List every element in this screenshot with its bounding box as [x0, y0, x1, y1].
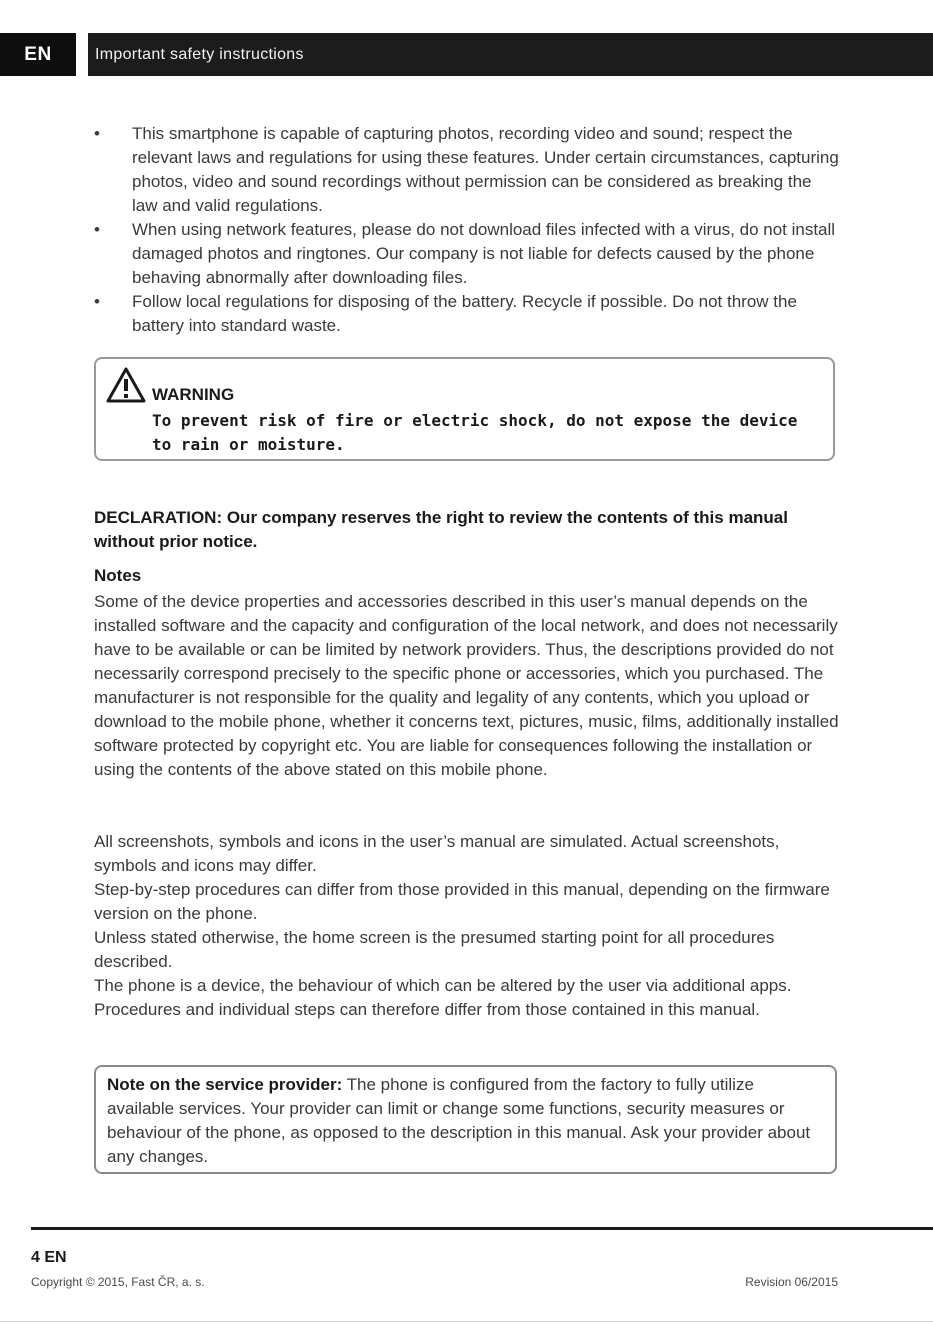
page-bottom-line [0, 1321, 933, 1322]
notes-paragraph [94, 590, 839, 782]
notes-heading: Notes [94, 566, 142, 585]
notes-text: Some of the device properties and accessories described in this user’s manual depends on the installed software and the capacity and configuration of the local network, and does not necessarily have to be available or can be limited by network providers. Thus, the descriptions provided do not necessarily correspond precisely to the specific phone or accessories, which you purchased. The manufacturer is not responsible for the quality and legality of any contents, which you upload or download to the mobile phone, whether it concerns text, pictures, music, films, additionally installed software protected by copyright etc. You are liable for consequences following the installation or using the contents of the above stated on this mobile phone. [94, 592, 839, 779]
declaration: DECLARATION: Our company reserves the right to review the contents of this manual without prior notice. [94, 508, 788, 551]
provider-note-text: The phone is configured from the factory to fully utilize available services. Your provider can limit or change some functions, security measures or behaviour of the phone, as opposed to the description in this manual. Ask your provider about any changes. [107, 1075, 811, 1166]
list-item [94, 290, 839, 338]
copyright: Copyright © 2015, Fast ČR, a. s. [31, 1275, 205, 1289]
notes-line: Step-by-step procedures can differ from those provided in this manual, depending on the firmware version on the phone. [94, 880, 830, 923]
provider-note-box [94, 1065, 837, 1174]
language-tab: EN [0, 33, 76, 76]
list-item [94, 218, 839, 290]
notes-lines [94, 830, 839, 1022]
safety-bullet-list [94, 122, 839, 338]
bullet-text: This smartphone is capable of capturing photos, recording video and sound; respect the relevant laws and regulations for using these features. Under certain circumstances, capturing photos, video and sound recordings without permission can be considered as breaking the law and valid regulations. [132, 124, 839, 215]
list-item [94, 122, 839, 218]
bullet-dot: • [94, 124, 100, 143]
footer-divider [31, 1227, 933, 1230]
warning-text: To prevent risk of fire or electric shock, do not expose the device to rain or moisture. [152, 411, 798, 454]
warning-title: WARNING [152, 385, 235, 404]
notes-line: All screenshots, symbols and icons in the user’s manual are simulated. Actual screenshots, symbols and icons may differ. [94, 832, 780, 875]
revision: Revision 06/2015 [745, 1275, 838, 1289]
header-separator [76, 33, 88, 76]
bullet-dot: • [94, 220, 100, 239]
section-title: Important safety instructions [95, 46, 304, 63]
notes-line: The phone is a device, the behaviour of which can be altered by the user via additional apps. Procedures and individual steps can therefore differ from those contained in this manual. [94, 976, 792, 1019]
provider-note-lead: Note on the service provider: [107, 1075, 343, 1094]
warning-box [94, 357, 835, 461]
page-number: 4 EN [31, 1249, 67, 1266]
bullet-text: When using network features, please do not download files infected with a virus, do not install damaged photos and ringtones. Our company is not liable for defects caused by the phone behaving abnormally after downloading files. [132, 220, 836, 287]
notes-line: Unless stated otherwise, the home screen is the presumed starting point for all procedures described. [94, 928, 775, 971]
warning-triangle-icon [106, 367, 146, 403]
bullet-text: Follow local regulations for disposing of the battery. Recycle if possible. Do not throw the battery into standard waste. [132, 292, 797, 335]
bullet-dot: • [94, 292, 100, 311]
